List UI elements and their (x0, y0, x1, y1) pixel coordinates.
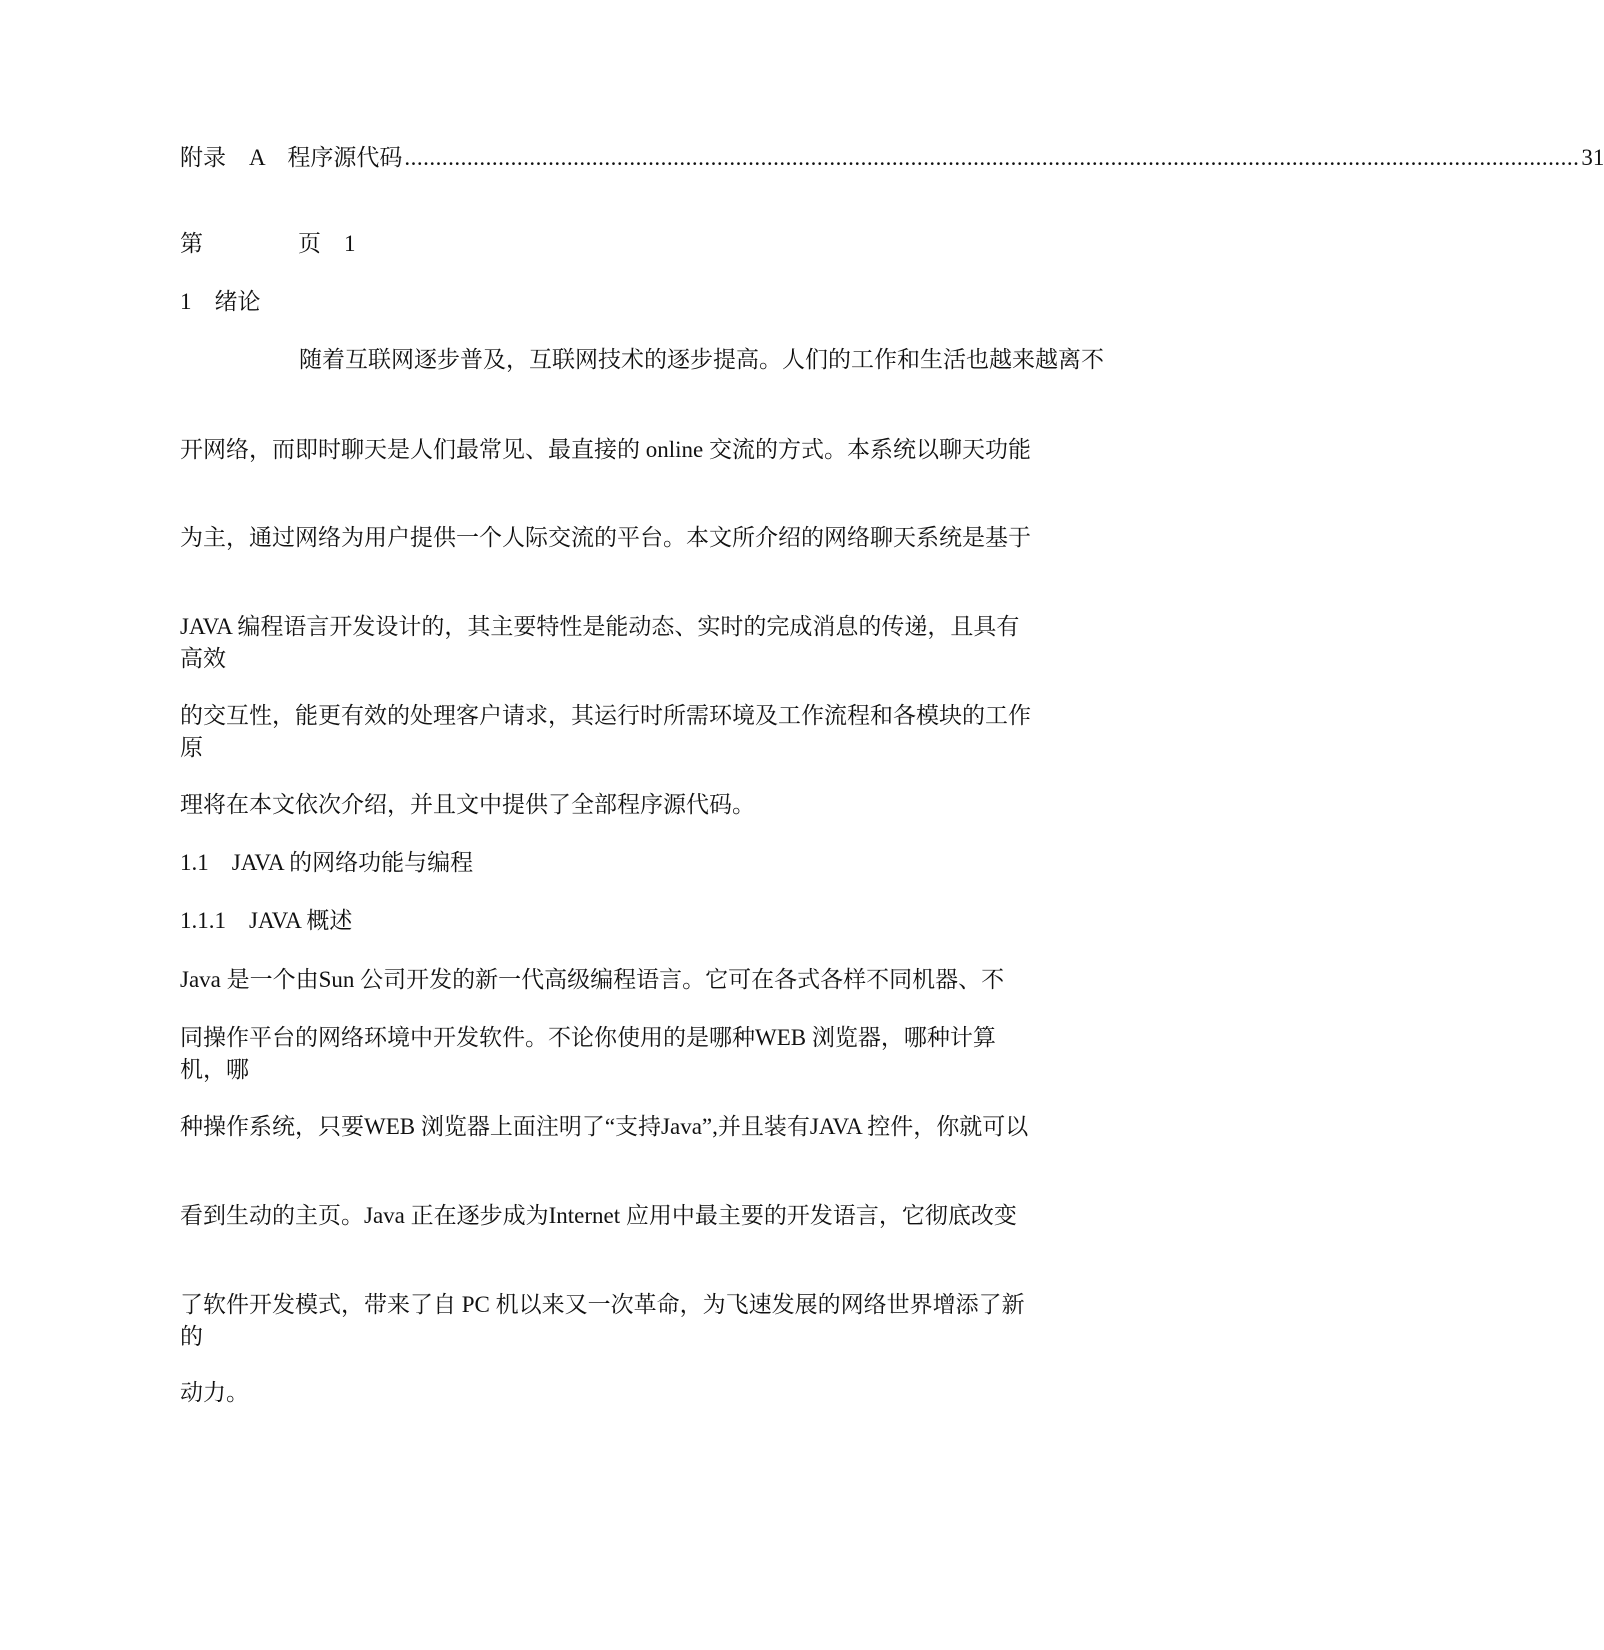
intro-paragraph-line-2: 开网络，而即时聊天是人们最常见、最直接的 online 交流的方式。本系统以聊天功能 (180, 437, 1031, 462)
overview-paragraph-line-1: Java 是一个由Sun 公司开发的新一代高级编程语言。它可在各式各样不同机器、不 (180, 967, 1005, 992)
overview-paragraph-line-2: 同操作平台的网络环境中开发软件。不论你使用的是哪种WEB 浏览器，哪种计算机，哪 (180, 1025, 996, 1082)
intro-paragraph-line-3: 为主，通过网络为用户提供一个人际交流的平台。本文所介绍的网络聊天系统是基于 (180, 525, 1031, 550)
intro-paragraph-line-1: 随着互联网逐步普及，互联网技术的逐步提高。人们的工作和生活也越来越离不 (299, 347, 1104, 372)
section-heading-1: 1 绪论 (180, 289, 261, 314)
overview-paragraph-line-6: 动力。 (180, 1380, 249, 1405)
intro-paragraph-line-6: 理将在本文依次介绍，并且文中提供了全部程序源代码。 (180, 792, 755, 817)
toc-page-number: 31 (1581, 145, 1604, 170)
toc-entry-label: 附录 A 程序源代码 (180, 145, 403, 170)
overview-paragraph-line-4: 看到生动的主页。Java 正在逐步成为Internet 应用中最主要的开发语言，它彻底改变 (180, 1203, 1017, 1228)
intro-paragraph-line-4: JAVA 编程语言开发设计的，其主要特性是能动态、实时的完成消息的传递，且具有高效 (180, 614, 1020, 671)
toc-entry-appendix-a (180, 142, 1604, 174)
intro-paragraph-line-5: 的交互性，能更有效的处理客户请求，其运行时所需环境及工作流程和各模块的工作原 (180, 703, 1031, 760)
overview-paragraph-line-5: 了软件开发模式，带来了自 PC 机以来又一次革命，为飞速发展的网络世界增添了新的 (180, 1292, 1025, 1349)
section-heading-1-1: 1.1 JAVA 的网络功能与编程 (180, 850, 474, 875)
toc-leader-dots: ............................................................................................................................................................................................ (404, 145, 1580, 170)
overview-paragraph-line-3: 种操作系统，只要WEB 浏览器上面注明了“支持Java”,并且装有JAVA 控件，你就可以 (180, 1114, 1029, 1139)
section-heading-1-1-1: 1.1.1 JAVA 概述 (180, 908, 353, 933)
page-marker-number: 页 1 (298, 231, 356, 256)
page-marker-prefix: 第 (180, 231, 203, 256)
